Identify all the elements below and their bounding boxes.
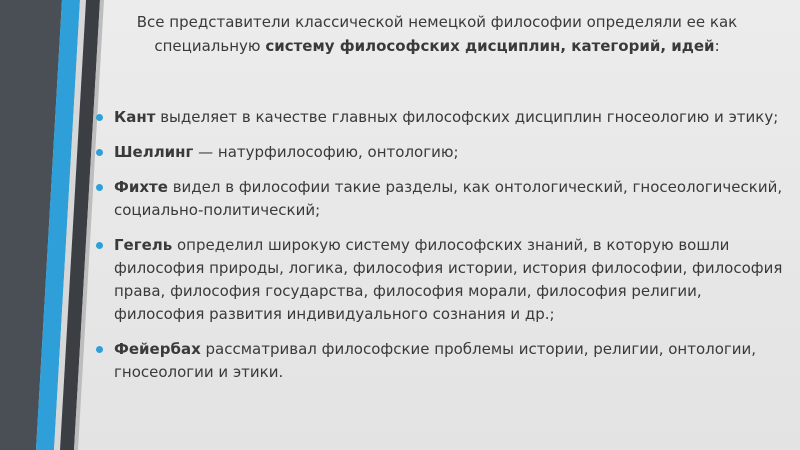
bullet-dot-icon <box>96 114 103 121</box>
bullet-name: Шеллинг <box>114 143 194 161</box>
bullet-dot-icon <box>96 346 103 353</box>
intro-bold: систему философских дисциплин, категорий, идей <box>265 37 715 55</box>
bullet-dot-icon <box>96 184 103 191</box>
bullet-item-schelling <box>96 141 786 164</box>
bullet-dot-icon <box>96 149 103 156</box>
bullet-item-feuerbach <box>96 338 786 384</box>
bullet-item-fichte <box>96 176 786 222</box>
intro-tail: : <box>714 37 720 55</box>
bullet-name: Кант <box>114 108 156 126</box>
bullet-dot-icon <box>96 242 103 249</box>
bullet-item-hegel <box>96 234 786 326</box>
bullet-name: Фихте <box>114 178 168 196</box>
bullet-list <box>96 106 786 396</box>
bullet-text: выделяет в качестве главных философских дисциплин гносеологию и этику; <box>155 108 779 126</box>
bullet-text: рассматривал философские проблемы истории, религии, онтологии, гносеологии и этики. <box>114 340 757 381</box>
bullet-item-kant <box>96 106 786 129</box>
slide-intro <box>112 10 762 58</box>
bullet-name: Гегель <box>114 236 173 254</box>
intro-lead: Все представители классической немецкой философии определяли ее как специальную <box>136 13 738 55</box>
decorative-stripes <box>0 0 110 450</box>
bullet-text: — натурфилософию, онтологию; <box>193 143 459 161</box>
bullet-name: Фейербах <box>114 340 201 358</box>
bullet-text: определил широкую систему философских знаний, в которую вошли философия природы, логика, философия истории, история философии, философия права, философия государства, философия морали, философия религии, философия развития индивидуального сознания и др.; <box>114 236 783 323</box>
bullet-text: видел в философии такие разделы, как онтологический, гносеологический, социально-политический; <box>114 178 783 219</box>
